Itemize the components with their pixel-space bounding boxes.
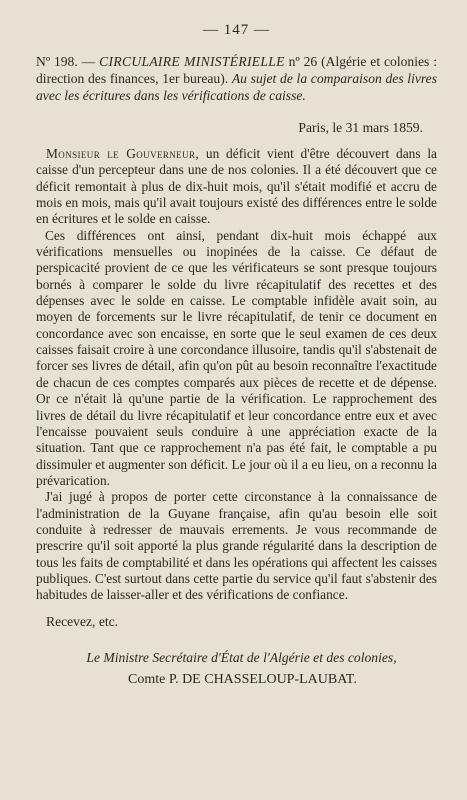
paragraph-1-text: un déficit vient d'être découvert dans la caisse d'un percepteur dans une de nos colonies. Il a été découvert que ce déficit remontait à plus de dix-huit mois, qu'il s'était modifié et accru de mois en mois, mais qu'il avait toujours existé des différences entre le solde en écritures et le solde en caisse. xyxy=(36,146,437,227)
paragraph-1 xyxy=(36,146,437,228)
dateline: Paris, le 31 mars 1859. xyxy=(298,120,423,135)
circular-subject: Au sujet de la comparaison des livres avec les écritures dans les vérifications de caisse. xyxy=(36,71,437,103)
closing-formula: Recevez, etc. xyxy=(46,613,119,629)
heading-dash: — xyxy=(81,54,96,69)
page-number: — 147 — xyxy=(203,22,270,38)
circular-title: CIRCULAIRE MINISTÉRIELLE xyxy=(99,54,285,69)
circular-number: Nº 198. xyxy=(36,54,78,69)
circular-department: (Algérie et colonies : direction des finances, 1er bureau). xyxy=(36,54,437,86)
signature-name: Comte P. DE CHASSELOUP-LAUBAT. xyxy=(128,671,357,687)
signature-role: Le Ministre Secrétaire d'État de l'Algérie et des colonies, xyxy=(86,649,397,665)
salutation: Monsieur le Gouverneur, xyxy=(46,146,200,161)
circular-num-label: nº 26 xyxy=(288,54,318,69)
paragraph-2: Ces différences ont ainsi, pendant dix-huit mois échappé aux vérifications mensuelles ou inopinées de la caisse. Ce défaut de perspicacité provient de ce que les vérificateurs se sont presque toujours bornés à comparer le solde du livre récapitulatif des recettes et des dépenses avec le solde en caisse. Le comptable infidèle avait soin, au moyen de forcements sur le livre récapitulatif, de tenir ce document en concordance avec son encaisse, en sorte que le seul examen de ces deux caisses faisait croire à une corcondance illusoire, tandis qu'il s'abstenait de forcer ses livres de détail, afin qu'on pût au besoin reconnaître l'exactitude de chacun de ces comptes comparés aux pièces de recette et de dépense. Or ce n'était là qu'une partie de la vérification. Le rapprochement des livres de détail du livre récapitulatif et leur concordance entre eux et avec l'encaisse pouvaient seuls conduire à une appréciation exacte de la situation. Tant que ce rapprochement n'a pas été fait, le comptable a pu dissimuler et augmenter son déficit. Le jour où il a eu lieu, on a reconnu la prévarication. xyxy=(36,227,437,488)
paragraph-3: J'ai jugé à propos de porter cette circonstance à la connaissance de l'administration de la Guyane française, afin qu'au besoin elle soit conduite à redresser de mauvais errements. Je vous recommande de prescrire qu'il soit apporté la plus grande régularité dans la description de tous les faits de comptabilité et dans les opérations qui affectent les caisses publiques. C'est surtout dans cette partie du service qu'il faut s'abstenir des habitudes de laisser-aller et des vérifications de confiance. xyxy=(36,489,437,603)
circular-heading xyxy=(36,53,437,104)
